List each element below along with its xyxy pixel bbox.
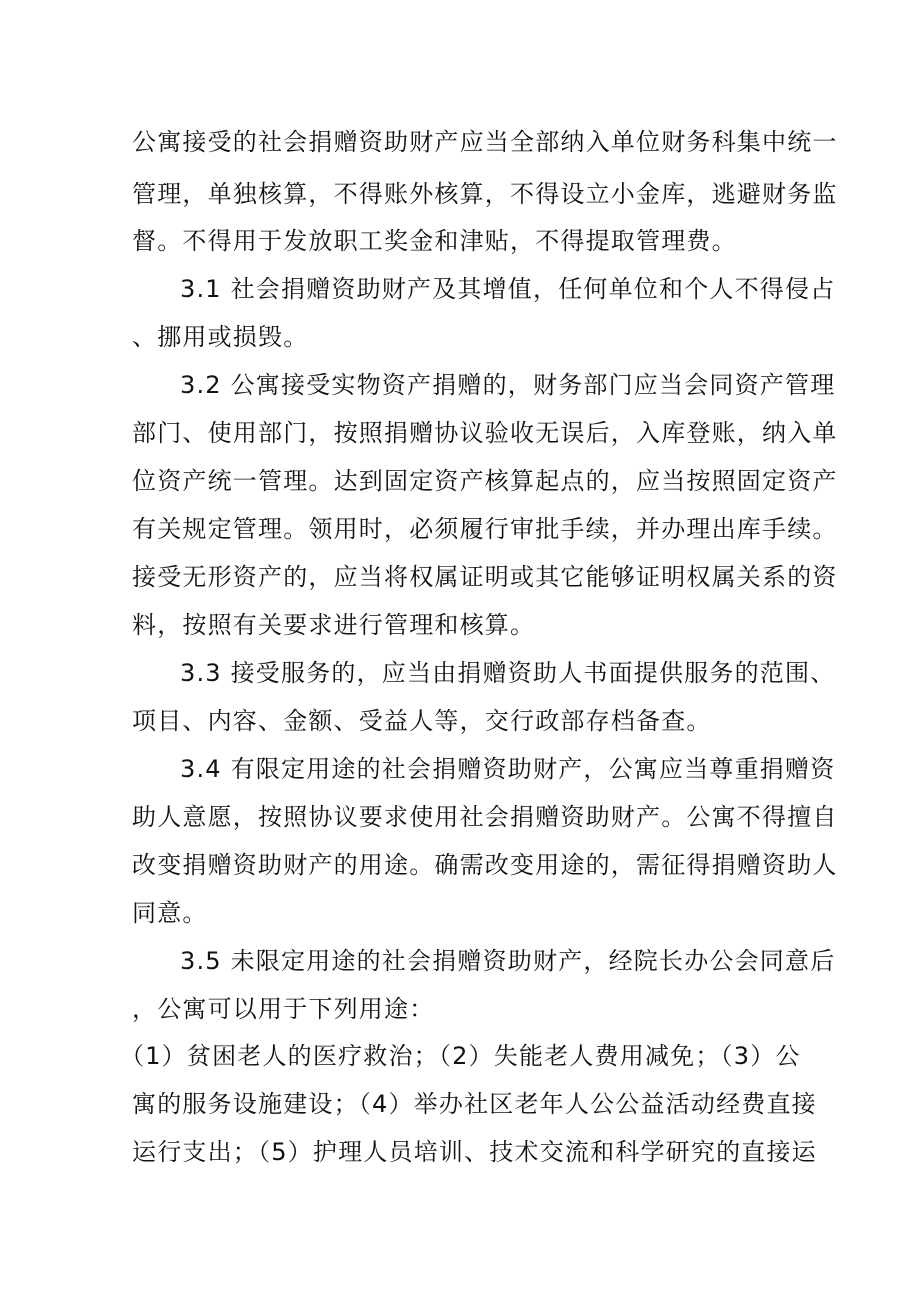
text-line: 有关规定管理。领用时，必须履行审批手续，并办理出库手续。	[132, 515, 838, 543]
text-line: 料，按照有关要求进行管理和核算。	[132, 611, 536, 639]
text-line: 管理，单独核算，不得账外核算，不得设立小金库，逃避财务监	[132, 180, 838, 208]
paragraph-3-1-line: 3.1 社会捐赠资助财产及其增值，任何单位和个人不得侵占	[180, 275, 836, 303]
text-line: 位资产统一管理。达到固定资产核算起点的，应当按照固定资产	[132, 467, 838, 495]
paragraph-3-5-line: 3.5 未限定用途的社会捐赠资助财产，经院长办公会同意后	[180, 947, 836, 975]
paragraph-3-2-line: 3.2 公寓接受实物资产捐赠的，财务部门应当会同资产管理	[180, 371, 836, 399]
text-line: 同意。	[132, 899, 208, 927]
text-line: 助人意愿，按照协议要求使用社会捐赠资助财产。公寓不得擅自	[132, 803, 838, 831]
paragraph-3-4-line: 3.4 有限定用途的社会捐赠资助财产，公寓应当尊重捐赠资	[180, 755, 836, 783]
paragraph-3-3-line: 3.3 接受服务的，应当由捐赠资助人书面提供服务的范围、	[180, 659, 836, 687]
list-line: 寓的服务设施建设；（4）举办社区老年人公公益活动经费直接	[132, 1090, 817, 1118]
list-line: 运行支出；（5）护理人员培训、技术交流和科学研究的直接运	[132, 1138, 817, 1166]
text-line: 、挪用或损毁。	[132, 323, 309, 351]
text-line: 督。不得用于发放职工奖金和津贴，不得提取管理费。	[132, 227, 737, 255]
text-line: 接受无形资产的，应当将权属证明或其它能够证明权属关系的资	[132, 563, 838, 591]
text-line: ，公寓可以用于下列用途：	[132, 995, 435, 1023]
list-line: （1）贫困老人的医疗救治；（2）失能老人费用减免；（3）公	[120, 1042, 801, 1070]
text-line: 项目、内容、金额、受益人等，交行政部存档备查。	[132, 707, 712, 735]
text-line: 部门、使用部门，按照捐赠协议验收无误后，入库登账，纳入单	[132, 419, 838, 447]
text-line: 改变捐赠资助财产的用途。确需改变用途的，需征得捐赠资助人	[132, 851, 838, 879]
text-line: 公寓接受的社会捐赠资助财产应当全部纳入单位财务科集中统一	[132, 128, 838, 156]
